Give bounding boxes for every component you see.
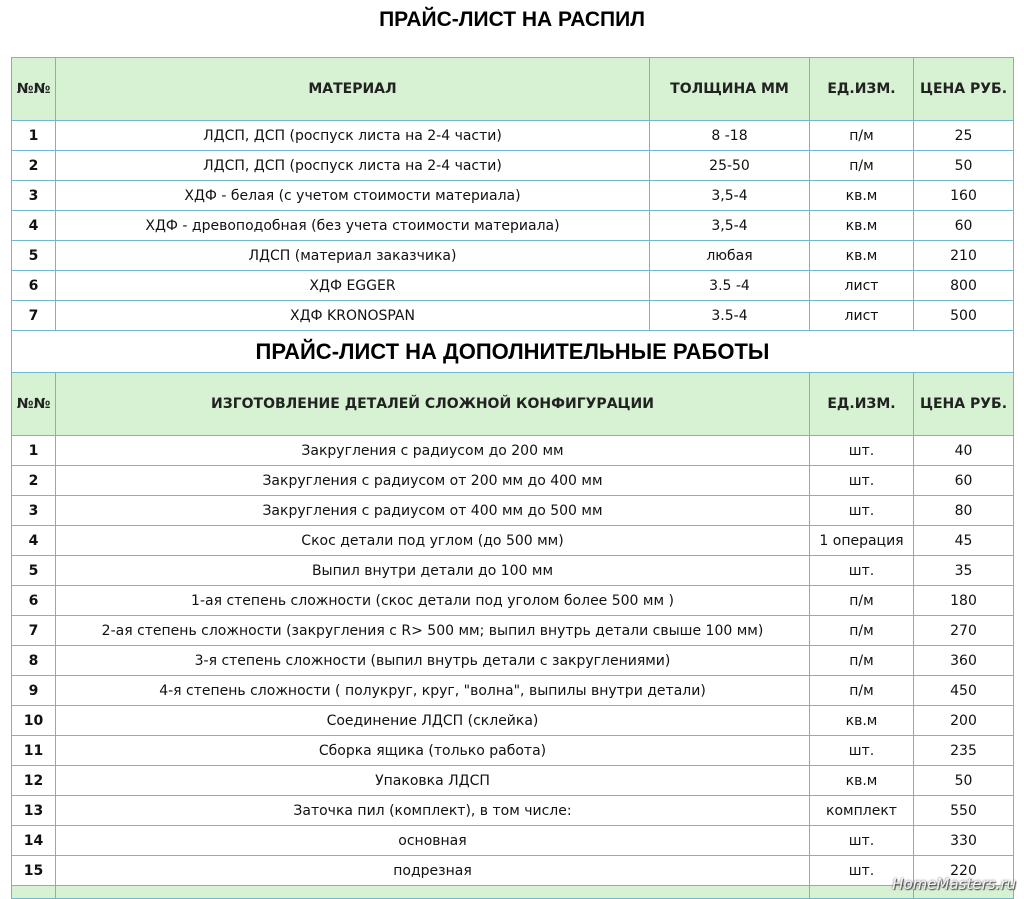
- table-row: [12, 616, 1014, 646]
- additional-works-title: ПРАЙС-ЛИСТ НА ДОПОЛНИТЕЛЬНЫЕ РАБОТЫ: [12, 331, 1014, 373]
- row-unit: кв.м: [810, 211, 914, 241]
- row-number: 8: [12, 646, 56, 676]
- header-work: ИЗГОТОВЛЕНИЕ ДЕТАЛЕЙ СЛОЖНОЙ КОНФИГУРАЦИИ: [56, 373, 810, 436]
- row-price: 25: [914, 121, 1014, 151]
- row-unit: кв.м: [810, 241, 914, 271]
- row-work: Закругления с радиусом от 200 мм до 400 мм: [56, 466, 810, 496]
- row-price: 500: [914, 301, 1014, 331]
- table-row: [12, 241, 1014, 271]
- table-row: [12, 466, 1014, 496]
- section-title-row: [12, 331, 1014, 373]
- row-unit: лист: [810, 271, 914, 301]
- table-row: [12, 766, 1014, 796]
- header-material: МАТЕРИАЛ: [56, 58, 650, 121]
- table-row: [12, 526, 1014, 556]
- price-table: [11, 57, 1014, 899]
- row-unit: п/м: [810, 646, 914, 676]
- table-row: [12, 271, 1014, 301]
- row-price: 330: [914, 826, 1014, 856]
- row-unit: п/м: [810, 616, 914, 646]
- row-price: 450: [914, 676, 1014, 706]
- table-row: [12, 496, 1014, 526]
- table-row: [12, 121, 1014, 151]
- row-number: 4: [12, 526, 56, 556]
- row-price: 40: [914, 436, 1014, 466]
- row-price: 45: [914, 526, 1014, 556]
- price-list-title: ПРАЙС-ЛИСТ НА РАСПИЛ: [379, 8, 645, 31]
- row-price: 360: [914, 646, 1014, 676]
- row-work: 1-ая степень сложности (скос детали под уголом более 500 мм ): [56, 586, 810, 616]
- row-work: подрезная: [56, 856, 810, 886]
- row-price: 80: [914, 496, 1014, 526]
- row-unit: шт.: [810, 436, 914, 466]
- table-row: [12, 676, 1014, 706]
- row-number: 14: [12, 826, 56, 856]
- row-material: ХДФ EGGER: [56, 271, 650, 301]
- row-number: 5: [12, 241, 56, 271]
- table-row: [12, 706, 1014, 736]
- row-work: Закругления с радиусом до 200 мм: [56, 436, 810, 466]
- row-unit: кв.м: [810, 766, 914, 796]
- row-thickness: 3,5-4: [650, 181, 810, 211]
- row-price: 800: [914, 271, 1014, 301]
- row-unit: лист: [810, 301, 914, 331]
- row-unit: 1 операция: [810, 526, 914, 556]
- row-unit: шт.: [810, 556, 914, 586]
- row-number: 2: [12, 151, 56, 181]
- row-material: ЛДСП (материал заказчика): [56, 241, 650, 271]
- row-unit: п/м: [810, 121, 914, 151]
- row-number: 10: [12, 706, 56, 736]
- row-number: 13: [12, 796, 56, 826]
- table-row: [12, 211, 1014, 241]
- row-price: 180: [914, 586, 1014, 616]
- row-price: 60: [914, 466, 1014, 496]
- table-row: [12, 556, 1014, 586]
- row-unit: шт.: [810, 856, 914, 886]
- row-number: 3: [12, 181, 56, 211]
- row-number: 3: [12, 496, 56, 526]
- row-unit: шт.: [810, 826, 914, 856]
- table-row: [12, 856, 1014, 886]
- table-row: [12, 586, 1014, 616]
- row-price: 270: [914, 616, 1014, 646]
- row-price: 60: [914, 211, 1014, 241]
- row-price: 50: [914, 766, 1014, 796]
- row-number: 7: [12, 616, 56, 646]
- row-number: 6: [12, 586, 56, 616]
- table-row: [12, 151, 1014, 181]
- header-unit: ЕД.ИЗМ.: [810, 58, 914, 121]
- row-number: 4: [12, 211, 56, 241]
- row-unit: п/м: [810, 151, 914, 181]
- table-row: [12, 181, 1014, 211]
- header-price: ЦЕНА РУБ.: [914, 373, 1014, 436]
- row-thickness: 3,5-4: [650, 211, 810, 241]
- row-unit: комплект: [810, 796, 914, 826]
- row-unit: кв.м: [810, 181, 914, 211]
- row-unit: кв.м: [810, 706, 914, 736]
- row-work: Упаковка ЛДСП: [56, 766, 810, 796]
- table-row: [12, 646, 1014, 676]
- row-price: 235: [914, 736, 1014, 766]
- row-work: основная: [56, 826, 810, 856]
- row-work: 2-ая степень сложности (закругления с R> 500 мм; выпил внутрь детали свыше 100 мм): [56, 616, 810, 646]
- row-work: 4-я степень сложности ( полукруг, круг, "волна", выпилы внутри детали): [56, 676, 810, 706]
- header-thickness: ТОЛЩИНА ММ: [650, 58, 810, 121]
- row-unit: шт.: [810, 736, 914, 766]
- row-thickness: любая: [650, 241, 810, 271]
- table-row: [12, 436, 1014, 466]
- table2-header-row: [12, 373, 1014, 436]
- row-number: 2: [12, 466, 56, 496]
- row-price: 200: [914, 706, 1014, 736]
- header-number: №№: [12, 58, 56, 121]
- row-unit: шт.: [810, 496, 914, 526]
- table1-header-row: [12, 58, 1014, 121]
- watermark-logo: HomeMasters.ru: [892, 875, 1016, 893]
- row-number: 1: [12, 121, 56, 151]
- row-number: 11: [12, 736, 56, 766]
- row-unit: шт.: [810, 466, 914, 496]
- row-material: ЛДСП, ДСП (роспуск листа на 2-4 части): [56, 151, 650, 181]
- row-material: ХДФ - белая (с учетом стоимости материала): [56, 181, 650, 211]
- table-row: [12, 736, 1014, 766]
- row-price: 35: [914, 556, 1014, 586]
- row-work: Сборка ящика (только работа): [56, 736, 810, 766]
- row-work: Закругления с радиусом от 400 мм до 500 мм: [56, 496, 810, 526]
- header-unit: ЕД.ИЗМ.: [810, 373, 914, 436]
- row-thickness: 25-50: [650, 151, 810, 181]
- table-row: [12, 826, 1014, 856]
- row-price: 550: [914, 796, 1014, 826]
- row-thickness: 8 -18: [650, 121, 810, 151]
- row-number: 5: [12, 556, 56, 586]
- row-unit: п/м: [810, 676, 914, 706]
- row-price: 220: [914, 856, 1014, 886]
- row-number: 1: [12, 436, 56, 466]
- row-number: 12: [12, 766, 56, 796]
- row-material: ЛДСП, ДСП (роспуск листа на 2-4 части): [56, 121, 650, 151]
- row-work: Заточка пил (комплект), в том числе:: [56, 796, 810, 826]
- row-thickness: 3.5 -4: [650, 271, 810, 301]
- row-work: Соединение ЛДСП (склейка): [56, 706, 810, 736]
- row-number: 7: [12, 301, 56, 331]
- table-row: [12, 301, 1014, 331]
- row-number: 15: [12, 856, 56, 886]
- row-price: 50: [914, 151, 1014, 181]
- row-work: Скос детали под углом (до 500 мм): [56, 526, 810, 556]
- header-number: №№: [12, 373, 56, 436]
- row-material: ХДФ KRONOSPAN: [56, 301, 650, 331]
- row-number: 6: [12, 271, 56, 301]
- table-row: [12, 796, 1014, 826]
- row-price: 160: [914, 181, 1014, 211]
- row-unit: п/м: [810, 586, 914, 616]
- row-price: 210: [914, 241, 1014, 271]
- row-material: ХДФ - древоподобная (без учета стоимости материала): [56, 211, 650, 241]
- row-work: 3-я степень сложности (выпил внутрь детали с закруглениями): [56, 646, 810, 676]
- row-work: Выпил внутри детали до 100 мм: [56, 556, 810, 586]
- row-number: 9: [12, 676, 56, 706]
- row-thickness: 3.5-4: [650, 301, 810, 331]
- header-price: ЦЕНА РУБ.: [914, 58, 1014, 121]
